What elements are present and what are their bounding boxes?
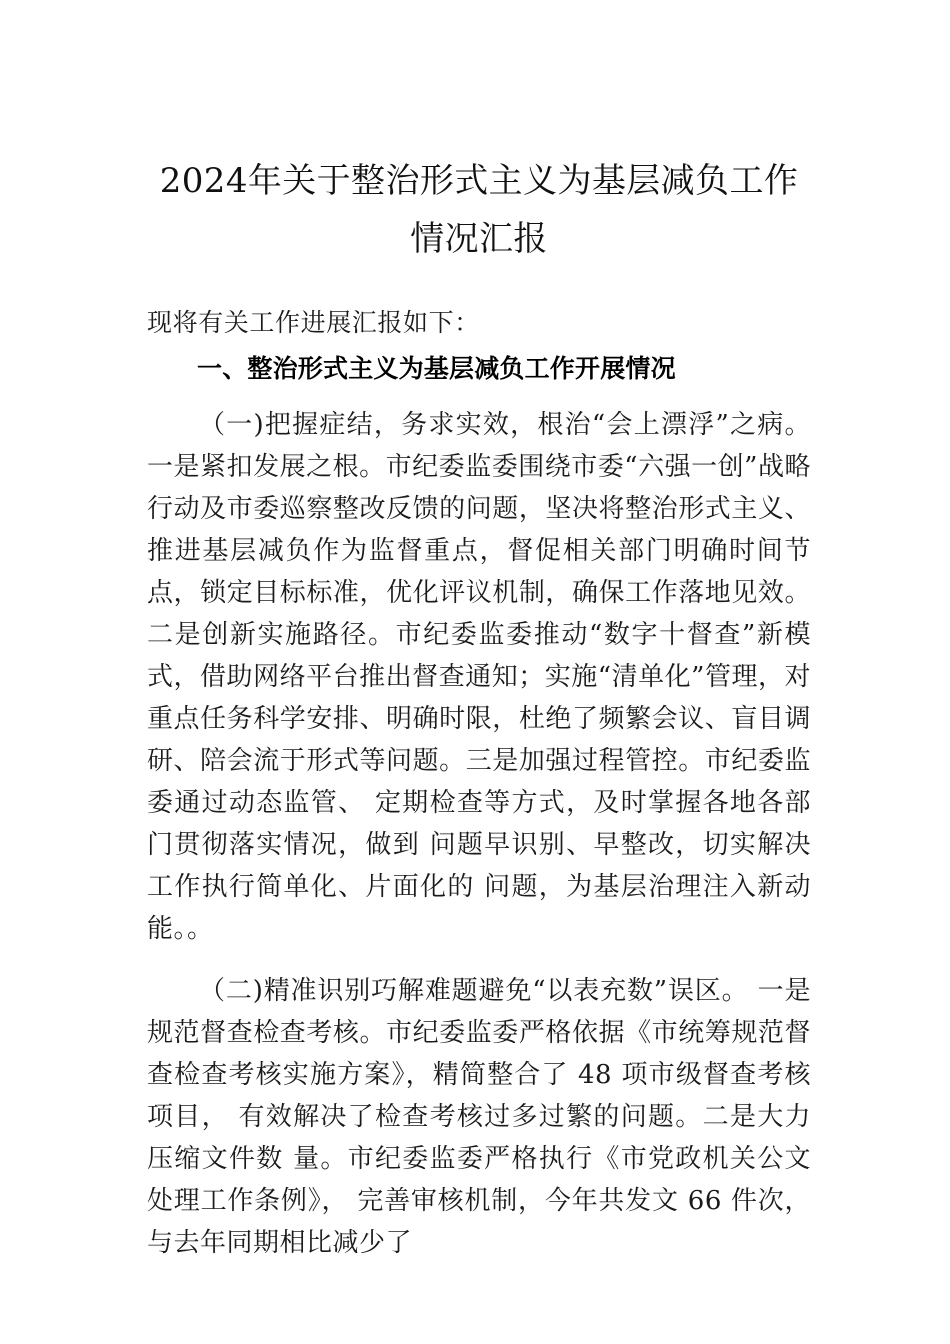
document-content bbox=[147, 0, 811, 1264]
lead-paragraph: 现将有关工作进展汇报如下： bbox=[147, 308, 480, 337]
body-paragraph-1: （一)把握症结，务求实效，根治“会上漂浮”之病。一是紧扣发展之根。市纪委监委围绕市委“六强一创”战略行动及市委巡察整改反馈的问题，坚决将整治形式主义、推进基层减负作为监督重点，督促相关部门明确时间节点，锁定目标标准，优化评议机制，确保工作落地见效。二是创新实施路径。市纪委监委推动“数字十督查”新模式，借助网络平台推出督查通知；实施“清单化”管理，对重点任务科学安排、明确时限，杜绝了频繁会议、盲目调研、陪会流于形式等问题。三是加强过程管控。市纪委监委通过动态监管、 定期检查等方式，及时掌握各地各部门贯彻落实情况，做到 问题早识别、早整改，切实解决工作执行简单化、片面化的 问题，为基层治理注入新动能。。 bbox=[147, 410, 811, 944]
body-paragraph-2: （二)精准识别巧解难题避免“以表充数”误区。 一是规范督查检查考核。市纪委监委严格依据《市统筹规范督查检查考核实施方案》，精简整合了 48 项市级督查考核项目， 有效解决了检查考核过多过繁的问题。二是大力压缩文件数 量。市纪委监委严格执行《市党政机关公文处理工作条例》， 完善审核机制，今年共发文 66 件次，与去年同期相比减少了 bbox=[147, 976, 811, 1258]
page-title: 2024年关于整治形式主义为基层减负工作情况汇报 bbox=[159, 161, 799, 259]
section-heading-1: 一、整治形式主义为基层减负工作开展情况 bbox=[197, 354, 676, 383]
